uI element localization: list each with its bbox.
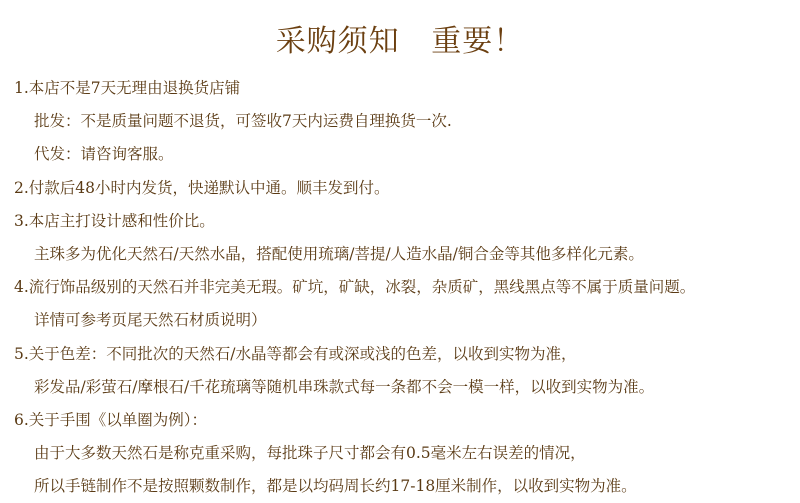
notice-line-1: 1.本店不是7天无理由退换货店铺 [14,79,241,97]
notice-line-random-beads: 彩发品/彩萤石/摩根石/千花琉璃等随机串珠款式每一条都不会一模一样，以收到实物为准。 [34,377,655,396]
notice-line-2: 2.付款后48小时内发货，快递默认中通。顺丰发到付。 [14,178,390,197]
notice-line-3: 3.本店主打设计感和性价比。 [14,211,215,230]
page-title: 采购须知 重要！ [275,24,525,59]
notice-line-bracelet-size: 所以手链制作不是按照颗数制作，都是以均码周长约17-18厘米制作，以收到实物为准。 [34,477,637,496]
notice-line-dropship: 代发：请咨询客服。 [34,145,174,164]
notice-line-4: 4.流行饰品级别的天然石并非完美无瑕。矿坑，矿缺，冰裂，杂质矿，黑线黑点等不属于质量问题。 [14,278,696,297]
notice-line-6: 6.关于手围《以单圈为例）： [14,410,208,429]
notice-line-details: 详情可参考页尾天然石材质说明） [34,311,267,330]
notice-line-bead-size: 由于大多数天然石是称克重采购，每批珠子尺寸都会有0.5毫米左右误差的情况， [34,444,586,463]
purchase-notice [14,72,794,503]
notice-line-materials: 主珠多为优化天然石/天然水晶，搭配使用琉璃/菩提/人造水晶/铜合金等其他多样化元素。 [34,244,644,263]
notice-line-wholesale: 批发：不是质量问题不退货，可签收7天内运费自理换货一次. [34,112,452,131]
notice-line-5: 5.关于色差：不同批次的天然石/水晶等都会有或深或浅的色差，以收到实物为准， [14,344,577,363]
